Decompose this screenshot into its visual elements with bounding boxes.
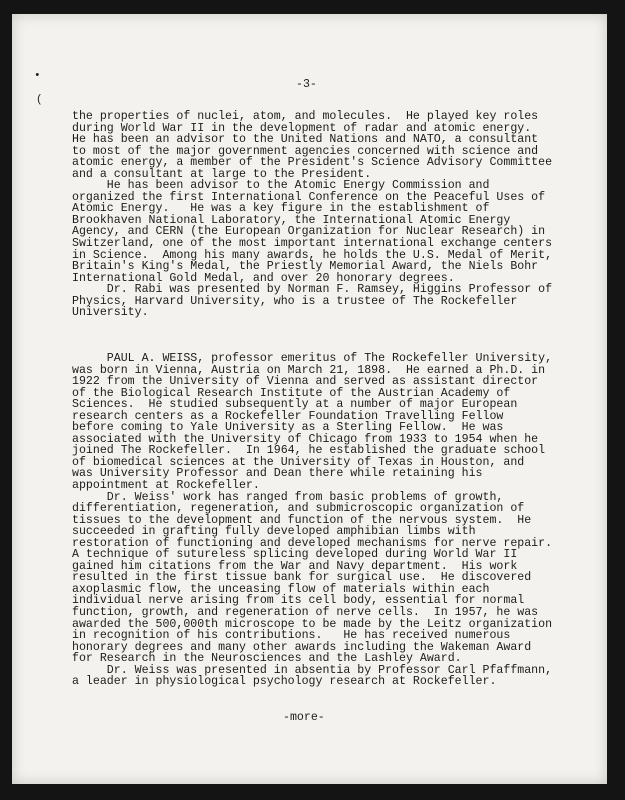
text-line: in recognition of his contributions. He has received numerous xyxy=(72,629,511,643)
text-line: University. xyxy=(72,306,149,320)
text-line: resulted in the first tissue bank for surgical use. He discovered xyxy=(72,571,532,585)
text-line: for Research in the Neurosciences and the Lashley Award. xyxy=(72,652,462,666)
page-number: -3- xyxy=(296,78,317,91)
text-line: awarded the 500,000th microscope to be made by the Leitz organization xyxy=(72,617,553,631)
text-line: before coming to Yale University as a Sterling Fellow. He was xyxy=(72,421,504,435)
text-line: PAUL A. WEISS, professor emeritus of The Rockefeller University, xyxy=(72,352,553,365)
text-line: a leader in physiological psychology research at Rockefeller. xyxy=(72,675,497,689)
scan-mark: • xyxy=(34,70,41,82)
paragraph-rabi-continued xyxy=(72,111,552,319)
text-line: Brookhaven National Laboratory, the International Atomic Energy xyxy=(72,213,511,227)
text-line: joined The Rockefeller. In 1964, he established the graduate school xyxy=(72,444,546,458)
text-line: appointment at Rockefeller. xyxy=(72,479,260,493)
text-line: He has been advisor to the Atomic Energy Commission and xyxy=(72,179,490,193)
more-footer: -more- xyxy=(283,711,325,724)
paragraph-weiss xyxy=(72,353,552,688)
text-line: Britain's King's Medal, the Priestly Memorial Award, the Niels Bohr xyxy=(72,260,539,274)
text-line: Dr. Rabi was presented by Norman F. Ramsey, Higgins Professor of xyxy=(72,283,553,297)
text-line: organized the first International Conference on the Peaceful Uses of xyxy=(72,190,546,204)
text-line: research centers as a Rockefeller Foundation Travelling Fellow xyxy=(72,409,504,423)
text-line: of biomedical sciences at the University of Texas in Houston, and xyxy=(72,455,525,469)
text-line: Dr. Weiss was presented in absentia by Professor Carl Pfaffmann, xyxy=(72,663,553,677)
text-line: atomic energy, a member of the President's Science Advisory Committee xyxy=(72,156,553,170)
text-line: function, growth, and regeneration of nerve cells. In 1957, he was xyxy=(72,606,539,620)
text-line: Switzerland, one of the most important international exchange centers xyxy=(72,237,553,251)
text-line: Agency, and CERN (the European Organization for Nuclear Research) in xyxy=(72,225,546,239)
text-line: axoplasmic flow, the unceasing flow of materials within each xyxy=(72,582,490,596)
text-line: gained him citations from the War and Navy department. His work xyxy=(72,559,518,573)
text-line: associated with the University of Chicago from 1933 to 1954 when he xyxy=(72,432,539,446)
text-line: in Science. Among his many awards, he holds the U.S. Medal of Merit, xyxy=(72,248,553,262)
text-line: Atomic Energy. He was a key figure in the establishment of xyxy=(72,202,490,216)
text-line: of the Biological Research Institute of the Austrian Academy of xyxy=(72,386,511,400)
text-line: during World War II in the development of radar and atomic energy. xyxy=(72,121,532,135)
text-line: Dr. Weiss' work has ranged from basic problems of growth, xyxy=(72,490,504,504)
document-page xyxy=(12,14,607,784)
text-line: succeeded in grafting fully developed amphibian limbs with xyxy=(72,525,476,539)
text-line: honorary degrees and many other awards including the Wakeman Award xyxy=(72,640,532,654)
text-line: to most of the major government agencies concerned with science and xyxy=(72,144,539,158)
text-line: 1922 from the University of Vienna and served as assistant director xyxy=(72,375,539,389)
text-line: tissues to the development and function of the nervous system. He xyxy=(72,513,532,527)
text-line: International Gold Medal, and over 20 honorary degrees. xyxy=(72,271,455,285)
text-line: Physics, Harvard University, who is a trustee of The Rockefeller xyxy=(72,294,518,308)
text-line: restoration of functioning and developed mechanisms for nerve repair. xyxy=(72,536,553,550)
text-line: and a consultant at large to the President. xyxy=(72,167,372,181)
text-line: the properties of nuclei, atom, and molecules. He played key roles xyxy=(72,110,539,123)
body-text xyxy=(72,14,572,689)
scan-mark: ( xyxy=(36,94,43,106)
text-line: differentiation, regeneration, and submicroscopic organization of xyxy=(72,502,525,516)
text-line: individual nerve arising from its cell body, essential for normal xyxy=(72,594,525,608)
text-line: was born in Vienna, Austria on March 21, 1898. He earned a Ph.D. in xyxy=(72,363,546,377)
text-line: He has been an advisor to the United Nations and NATO, a consultant xyxy=(72,133,539,147)
text-line: A technique of sutureless splicing developed during World War II xyxy=(72,548,518,562)
text-line: Sciences. He studied subsequently at a number of major European xyxy=(72,398,518,412)
text-line: was University Professor and Dean there while retaining his xyxy=(72,467,483,481)
